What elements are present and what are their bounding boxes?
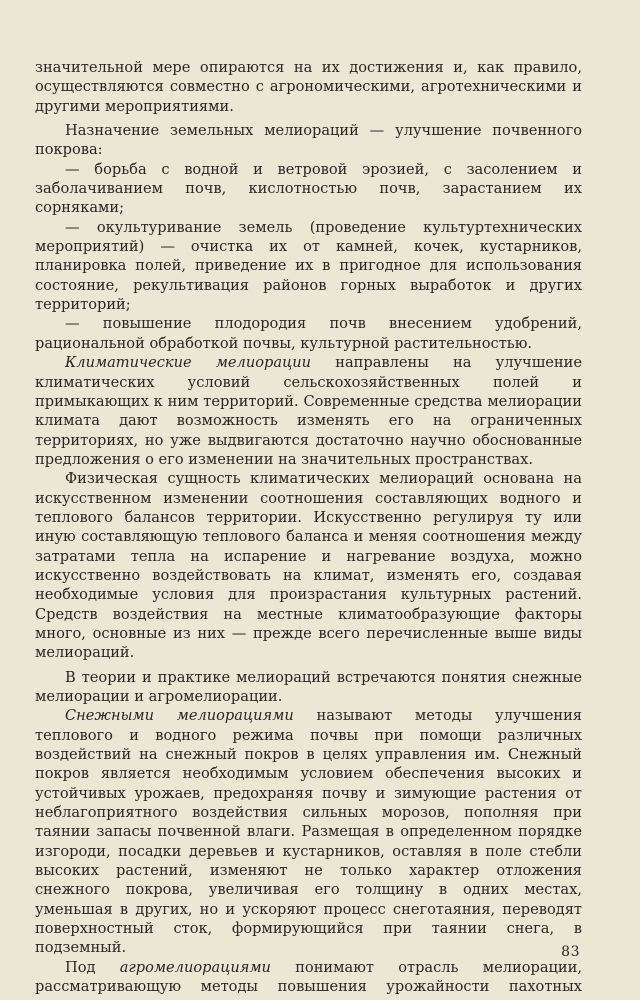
page-number: 83 bbox=[561, 944, 580, 960]
paragraph-1: значительной мере опираются на их достижения и, как правило, осуществляются совместно с агрономическими, агротехническими и другими мероприятиями. bbox=[35, 59, 582, 115]
term-snow-meliorations: Снежными мелиорациями bbox=[65, 707, 294, 725]
paragraph-6 bbox=[35, 353, 582, 469]
paragraph-10-text: понимают отрасль мелиорации, рассматривающую методы повышения урожайности пахотных bbox=[35, 958, 583, 996]
paragraph-10 bbox=[35, 958, 582, 997]
paragraph-4: — окультуривание земель (проведение культуртехнических мероприятий) — очистка их от камней, кочек, кустарников, планировка полей, приведение их в пригодное для использования состояние, рекультивация районов горных выработок и других территорий; bbox=[35, 218, 582, 314]
paragraph-3: — борьба с водной и ветровой эрозией, с засолением и заболачиванием почв, кислотностью почв, зарастанием их сорняками; bbox=[35, 160, 582, 217]
term-agromeliorations: агромелиорациями bbox=[119, 958, 271, 976]
term-climatic-meliorations: Климатические мелиорации bbox=[65, 354, 312, 372]
paragraph-10-lead: Под bbox=[65, 958, 96, 976]
paragraph-9 bbox=[35, 706, 582, 957]
paragraph-6-text: направлены на улучшение климатических условий сельскохозяйственных полей и примыкающих к ним территорий. Современные средства мелиорации климата дают возможность изменять его на ограниченных территориях, но уже выдвигаются достаточно научно обоснованные предложения о его изменении на значительных пространствах. bbox=[35, 354, 582, 468]
paragraph-7: Физическая сущность климатических мелиораций основана на искусственном изменении соотношения составляющих водного и теплового балансов территории. Искусственно регулируя ту или иную составляющую теплового баланса и меняя соотношения между затратами тепла на испарение и нагревание воздуха, можно искусственно воздействовать на климат, изменять его, создавая необходимые условия для произрастания культурных растений. Средств воздействия на местные климатообразующие факторы много, основные из них — прежде всего перечисленные выше виды мелиораций. bbox=[35, 470, 582, 662]
paragraph-5: — повышение плодородия почв внесением удобрений, рациональной обработкой почвы, культурной растительностью. bbox=[35, 315, 582, 352]
paragraph-8: В теории и практике мелиораций встречаются понятия снежные мелиорации и агромелиорации. bbox=[35, 668, 582, 705]
paragraph-9-text: называют методы улучшения теплового и водного режима почвы при помощи различных воздействий на снежный покров в целях управления им. Снежный покров является необходимым условием обеспечения высоких и устойчивых урожаев, предохраняя почву и зимующие растения от неблагоприятного воздействия сильных морозов, пополняя при таянии запасы почвенной влаги. Размещая в определенном порядке изгороди, посадки деревьев и кустарников, оставляя в поле стебли высоких растений, изменяют не только характер отложения снежного покрова, увеличивая его толщину в одних местах, уменьшая в других, но и ускоряют процесс снеготаяния, переводят поверхностный сток, формирующийся при таянии снега, в подземный. bbox=[35, 707, 583, 957]
paragraph-2: Назначение земельных мелиораций — улучшение почвенного покрова: bbox=[35, 122, 582, 159]
page-body bbox=[35, 58, 582, 997]
